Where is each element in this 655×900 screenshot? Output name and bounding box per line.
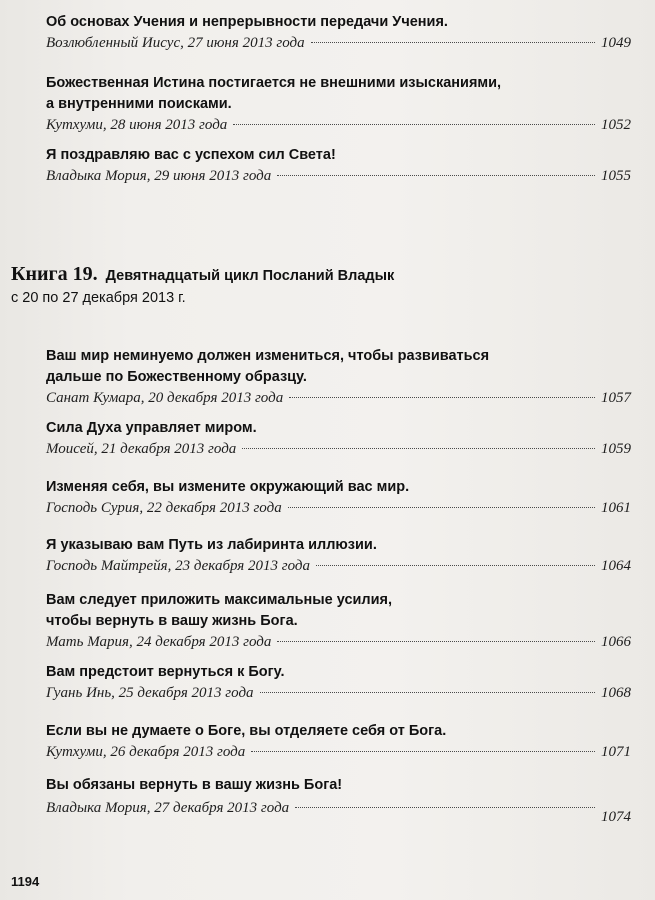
entry-byline (46, 798, 631, 825)
entry-byline (46, 388, 631, 408)
dot-leader (233, 124, 595, 125)
entry-byline (46, 742, 631, 762)
entry-author: Моисей, 21 декабря 2013 года (46, 441, 237, 457)
entry-page-number: 1059 (601, 441, 631, 457)
entry-title-continued: чтобы вернуть в вашу жизнь Бога. (46, 613, 298, 629)
entry-byline (46, 33, 631, 53)
book-title: Девятнадцатый цикл Посланий Владык (105, 268, 395, 284)
entry-author: Владыка Мория, 29 июня 2013 года (46, 168, 272, 184)
entry-page-number: 1064 (601, 558, 631, 574)
entry-byline (46, 439, 631, 459)
toc-entry (46, 775, 631, 825)
entry-page-number: 1052 (601, 117, 631, 133)
entry-page-number: 1049 (601, 35, 631, 51)
entry-author: Возлюбленный Иисус, 27 июня 2013 года (46, 35, 305, 51)
entry-title: Божественная Истина постигается не внешними изысканиями, (46, 75, 502, 91)
entry-byline (46, 498, 631, 518)
entry-title: Ваш мир неминуемо должен измениться, чтобы развиваться (46, 348, 490, 364)
toc-entry (46, 73, 631, 135)
dot-leader (260, 692, 595, 693)
entry-title-continued: а внутренними поисками. (46, 96, 232, 112)
dot-leader (251, 751, 595, 752)
entry-page-number: 1068 (601, 685, 631, 701)
dot-leader (288, 507, 595, 508)
toc-entry (46, 477, 631, 518)
entry-page-number: 1055 (601, 168, 631, 184)
dot-leader (295, 807, 595, 808)
entry-author: Мать Мария, 24 декабря 2013 года (46, 634, 272, 650)
entry-author: Кутхуми, 28 июня 2013 года (46, 117, 228, 133)
toc-entry (46, 535, 631, 576)
entry-author: Кутхуми, 26 декабря 2013 года (46, 744, 246, 760)
entry-title-continued: дальше по Божественному образцу. (46, 369, 307, 385)
entry-page-number: 1061 (601, 500, 631, 516)
toc-entry (46, 12, 631, 53)
book-heading (11, 263, 394, 286)
entry-page-number: 1071 (601, 744, 631, 760)
toc-entry (46, 662, 631, 703)
entry-byline (46, 115, 631, 135)
entry-author: Господь Майтрейя, 23 декабря 2013 года (46, 558, 311, 574)
entry-title: Вам следует приложить максимальные усилия, (46, 592, 393, 608)
entry-byline (46, 683, 631, 703)
entry-title: Об основах Учения и непрерывности передачи Учения. (46, 14, 448, 30)
dot-leader (242, 448, 595, 449)
entry-author: Владыка Мория, 27 декабря 2013 года (46, 800, 290, 816)
entry-title: Если вы не думаете о Боге, вы отделяете себя от Бога. (46, 723, 447, 739)
entry-title: Сила Духа управляет миром. (46, 420, 257, 436)
dot-leader (311, 42, 595, 43)
entry-byline (46, 166, 631, 186)
entry-byline (46, 632, 631, 652)
entry-title: Я поздравляю вас с успехом сил Света! (46, 147, 336, 163)
toc-entry (46, 590, 631, 652)
entry-title: Изменяя себя, вы измените окружающий вас мир. (46, 479, 410, 495)
entry-byline (46, 556, 631, 576)
toc-entry (46, 418, 631, 459)
dot-leader (277, 641, 595, 642)
dot-leader (277, 175, 595, 176)
toc-entry (46, 346, 631, 408)
entry-author: Санат Кумара, 20 декабря 2013 года (46, 390, 284, 406)
entry-page-number: 1074 (601, 809, 631, 825)
dot-leader (289, 397, 595, 398)
book-dates: с 20 по 27 декабря 2013 г. (11, 290, 186, 306)
page-number: 1194 (11, 874, 40, 889)
book-label: Книга 19. (11, 263, 98, 285)
entry-title: Вы обязаны вернуть в вашу жизнь Бога! (46, 777, 343, 793)
entry-author: Господь Сурия, 22 декабря 2013 года (46, 500, 282, 516)
entry-title: Я указываю вам Путь из лабиринта иллюзии. (46, 537, 377, 553)
dot-leader (316, 565, 595, 566)
entry-page-number: 1066 (601, 634, 631, 650)
toc-entry (46, 145, 631, 186)
entry-title: Вам предстоит вернуться к Богу. (46, 664, 285, 680)
entry-page-number: 1057 (601, 390, 631, 406)
entry-author: Гуань Инь, 25 декабря 2013 года (46, 685, 254, 701)
toc-entry (46, 721, 631, 762)
